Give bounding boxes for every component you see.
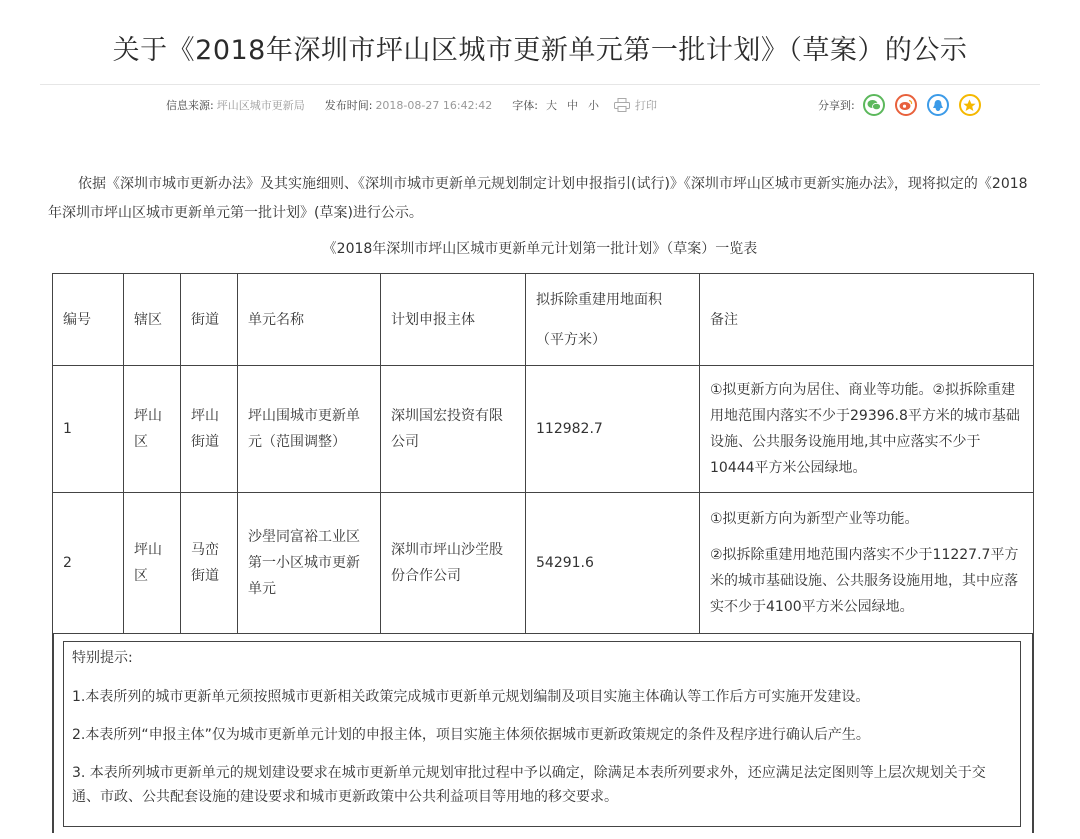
title-divider <box>40 84 1040 85</box>
cell-remark <box>700 493 1034 634</box>
cell-remark <box>700 366 1034 493</box>
cell-applicant: 深圳国宏投资有限公司 <box>381 366 526 493</box>
qq-icon[interactable] <box>927 94 949 116</box>
wechat-icon[interactable] <box>863 94 885 116</box>
table-row <box>53 493 1034 634</box>
cell-street: 坪山街道 <box>181 366 238 493</box>
font-size-small[interactable]: 小 <box>587 99 599 112</box>
cell-applicant: 深圳市坪山沙坣股份合作公司 <box>381 493 526 634</box>
cell-district: 坪山区 <box>124 366 181 493</box>
cell-district: 坪山区 <box>124 493 181 634</box>
table-border-right <box>1032 633 1034 833</box>
table-caption: 《2018年深圳市坪山区城市更新单元计划第一批计划》（草案）一览表 <box>322 241 758 257</box>
plan-table <box>52 273 1034 634</box>
print-button[interactable] <box>614 97 657 113</box>
header-remark: 备注 <box>700 274 1034 366</box>
header-district: 辖区 <box>124 274 181 366</box>
remark-line1: ①拟更新方向为居住、商业等功能。②拟拆除重建用地范围内落实不少于29396.8平方米的城市基础设施、公共服务设施用地,其中应落实不少于10444平方米公园绿地。 <box>710 382 1020 476</box>
cell-street: 马峦街道 <box>181 493 238 634</box>
weibo-icon[interactable] <box>895 94 917 116</box>
header-num: 编号 <box>53 274 124 366</box>
notice-item: 3. 本表所列城市更新单元的规划建设要求在城市更新单元规划审批过程中予以确定，除满足本表所列要求外，还应满足法定图则等上层次规划关于交通、市政、公共配套设施的建设要求和城市更新政策中公共利益项目等用地的移交要求。 <box>72 765 986 805</box>
cell-area: 54291.6 <box>526 493 700 634</box>
cell-num: 1 <box>53 366 124 493</box>
font-size-large[interactable]: 大 <box>545 99 557 112</box>
remark-line2: ②拟拆除重建用地范围内落实不少于11227.7平方米的城市基础设施、公共服务设施用地，其中应落实不少于4100平方米公园绿地。 <box>710 547 1019 615</box>
intro-section <box>48 170 1038 228</box>
cell-unit: 沙壆同富裕工业区第一小区城市更新单元 <box>238 493 381 634</box>
table-header-row <box>53 274 1034 366</box>
printer-icon <box>614 98 630 112</box>
header-area-line2: （平方米） <box>536 331 606 348</box>
table-row <box>53 366 1034 493</box>
font-size-medium[interactable]: 中 <box>566 99 578 112</box>
cell-num: 2 <box>53 493 124 634</box>
share-label: 分享到: <box>818 99 855 112</box>
publish-time-label: 发布时间: <box>324 99 373 112</box>
notice-item: 2.本表所列“申报主体”仅为城市更新单元计划的申报主体，项目实施主体须依据城市更新政策规定的条件及程序进行确认后产生。 <box>72 727 870 743</box>
notice-item: 1.本表所列的城市更新单元须按照城市更新相关政策完成城市更新单元规划编制及项目实施主体确认等工作后方可实施开发建设。 <box>72 689 870 705</box>
notice-heading: 特别提示: <box>72 650 133 666</box>
header-applicant: 计划申报主体 <box>381 274 526 366</box>
page-title: 关于《2018年深圳市坪山区城市更新单元第一批计划》（草案）的公示 <box>112 35 968 66</box>
print-label: 打印 <box>634 99 657 112</box>
cell-area: 112982.7 <box>526 366 700 493</box>
header-area-line1: 拟拆除重建用地面积 <box>536 291 662 308</box>
article-meta <box>166 97 657 113</box>
table-border-left <box>52 633 54 833</box>
remark-line1: ①拟更新方向为新型产业等功能。 <box>710 511 919 527</box>
share-bar <box>818 94 991 116</box>
font-size-label: 字体: <box>512 99 538 112</box>
header-street: 街道 <box>181 274 238 366</box>
cell-unit: 坪山围城市更新单元（范围调整） <box>238 366 381 493</box>
source-label: 信息来源: <box>166 99 214 112</box>
source-value: 坪山区城市更新局 <box>216 99 305 112</box>
intro-paragraph: 依据《深圳市城市更新办法》及其实施细则、《深圳市城市更新单元规划制定计划申报指引(试行)》《深圳市坪山区城市更新实施办法》，现将拟定的《2018年深圳市坪山区城市更新单元第一批计划》(草案)进行公示。 <box>48 176 1028 221</box>
header-area <box>526 274 700 366</box>
qzone-icon[interactable] <box>959 94 981 116</box>
publish-time-value: 2018-08-27 16:42:42 <box>375 98 493 112</box>
header-unit: 单元名称 <box>238 274 381 366</box>
special-notice <box>63 641 1021 827</box>
